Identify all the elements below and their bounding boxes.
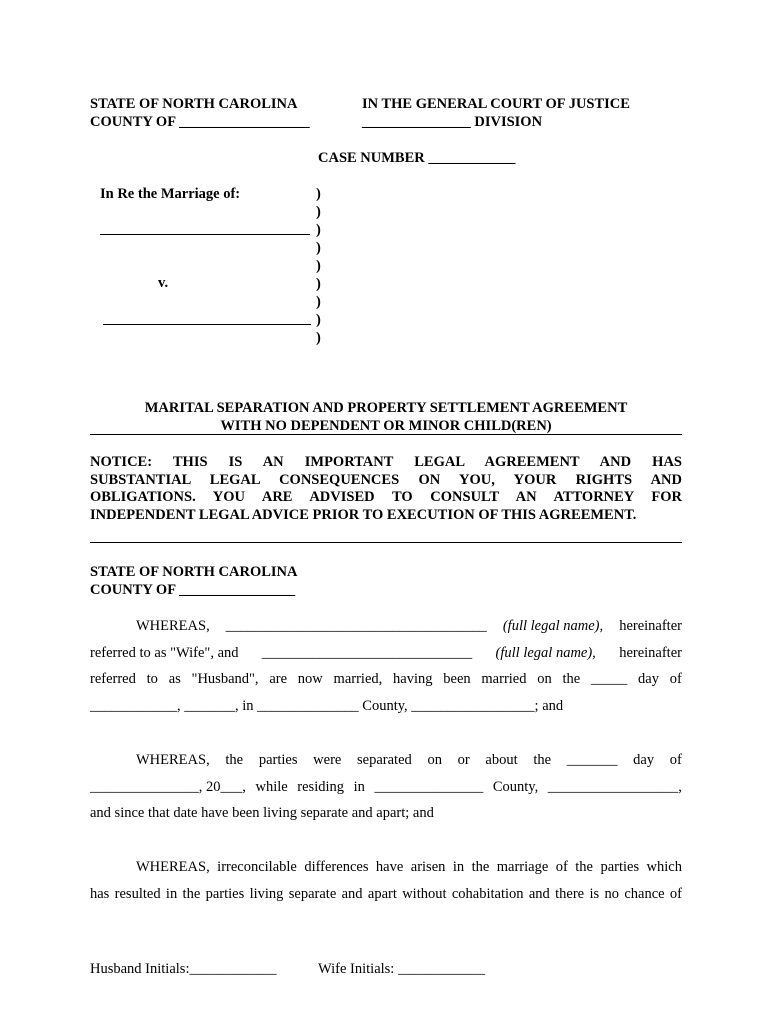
- county-blank: _______________: [374, 778, 484, 795]
- whereas-label: WHEREAS,: [136, 618, 210, 634]
- notice-line: INDEPENDENT LEGAL ADVICE PRIOR TO EXECUTION OF THIS AGREEMENT.: [90, 506, 637, 523]
- whereas-1-line-2: [90, 644, 682, 662]
- whereas-2-line-3: and since that date have been living separate and apart; and: [90, 805, 434, 821]
- word: the: [533, 752, 552, 768]
- caption-paren: ): [316, 276, 321, 292]
- in-re-label: In Re the Marriage of:: [100, 186, 241, 202]
- word: were: [313, 752, 342, 768]
- caption-county: COUNTY OF __________________: [90, 114, 310, 130]
- full-legal-name-note: (full legal name),: [495, 644, 596, 661]
- party-two-blank: [103, 324, 311, 325]
- whereas-2-line-1: [90, 751, 682, 769]
- caption-paren: ): [316, 186, 321, 202]
- word: about: [485, 752, 518, 768]
- caption-paren: ): [316, 294, 321, 310]
- word: as: [168, 671, 181, 687]
- venue-county: COUNTY OF ________________: [90, 582, 296, 598]
- whereas-paragraph-2: [90, 751, 682, 822]
- venue-state: STATE OF NORTH CAROLINA: [90, 564, 298, 580]
- state-blank: __________________,: [547, 778, 682, 795]
- caption-paren: ): [316, 312, 321, 328]
- separation-day-blank: _______: [566, 752, 618, 768]
- word: residing: [297, 778, 344, 795]
- word: separated: [357, 752, 412, 768]
- word: day: [638, 671, 659, 687]
- whereas-1-line-4: ____________, _______, in ______________ County, _________________; and: [90, 697, 564, 714]
- word: "Husband",: [191, 671, 259, 687]
- whereas-1-line-1: [90, 617, 682, 635]
- whereas-label: WHEREAS,: [136, 752, 210, 768]
- case-number: CASE NUMBER ____________: [318, 150, 516, 166]
- word: now: [297, 671, 323, 687]
- separation-date-blank: _______________, 20___,: [90, 778, 246, 795]
- word: on: [537, 671, 552, 687]
- whereas-2-line-2: [90, 778, 682, 796]
- full-legal-name-note: (full legal name),: [502, 618, 604, 634]
- whereas-paragraph-1: [90, 617, 682, 715]
- marriage-day-blank: _____: [591, 671, 628, 687]
- whereas-3-line-2: has resulted in the parties living separate and apart without cohabitation and there is no chance of: [90, 885, 682, 902]
- word: on: [427, 752, 442, 768]
- word: married,: [333, 671, 383, 687]
- caption-court: IN THE GENERAL COURT OF JUSTICE: [362, 96, 630, 112]
- caption-paren: ): [316, 222, 321, 238]
- word: in: [353, 778, 365, 795]
- wife-initials-field: Wife Initials: ____________: [318, 961, 485, 977]
- word: referred: [90, 671, 136, 687]
- word: while: [255, 778, 288, 795]
- notice-block: [90, 454, 682, 524]
- word: to: [146, 671, 158, 687]
- word: or: [457, 752, 470, 768]
- word: the: [562, 671, 581, 687]
- husband-name-blank: _____________________________: [261, 644, 473, 661]
- wife-name-blank: ____________________________________: [225, 618, 487, 634]
- notice-rule: [90, 542, 682, 543]
- husband-initials-field: Husband Initials:____________: [90, 961, 277, 977]
- whereas-1-line-3: [90, 670, 682, 688]
- word: of: [669, 752, 682, 768]
- versus-label: v.: [158, 275, 169, 291]
- title-line-2: WITH NO DEPENDENT OR MINOR CHILD(REN): [220, 418, 552, 434]
- notice-line: NOTICE: THIS IS AN IMPORTANT LEGAL AGREEMENT AND HAS: [90, 454, 682, 470]
- caption-division: _______________ DIVISION: [362, 114, 543, 130]
- caption-paren: ): [316, 258, 321, 274]
- caption-paren: ): [316, 240, 321, 256]
- notice-line: SUBSTANTIAL LEGAL CONSEQUENCES ON YOU, YOUR RIGHTS AND: [90, 471, 682, 488]
- word: been: [443, 671, 471, 687]
- word: are: [269, 671, 288, 687]
- title-rule: [90, 434, 682, 435]
- word: the: [225, 752, 244, 768]
- title-line-1: MARITAL SEPARATION AND PROPERTY SETTLEMENT AGREEMENT: [144, 400, 628, 416]
- word: day: [633, 752, 655, 768]
- word: County,: [492, 778, 539, 795]
- party-one-blank: [100, 234, 310, 235]
- word: having: [393, 671, 433, 687]
- whereas-paragraph-3: [90, 858, 682, 903]
- document-title: [90, 399, 682, 435]
- whereas-3-line-1: WHEREAS, irreconcilable differences have arisen in the marriage of the parties which: [136, 859, 682, 875]
- caption-paren: ): [316, 204, 321, 220]
- hereinafter-text: hereinafter: [619, 644, 682, 661]
- hereinafter-text: hereinafter: [619, 618, 682, 634]
- caption-state: STATE OF NORTH CAROLINA: [90, 96, 298, 112]
- word: parties: [258, 752, 298, 768]
- word: married: [481, 671, 527, 687]
- word: of: [669, 671, 682, 687]
- notice-line: OBLIGATIONS. YOU ARE ADVISED TO CONSULT AN ATTORNEY FOR: [90, 489, 682, 505]
- wife-reference-text: referred to as "Wife", and: [90, 644, 239, 661]
- caption-paren: ): [316, 330, 321, 346]
